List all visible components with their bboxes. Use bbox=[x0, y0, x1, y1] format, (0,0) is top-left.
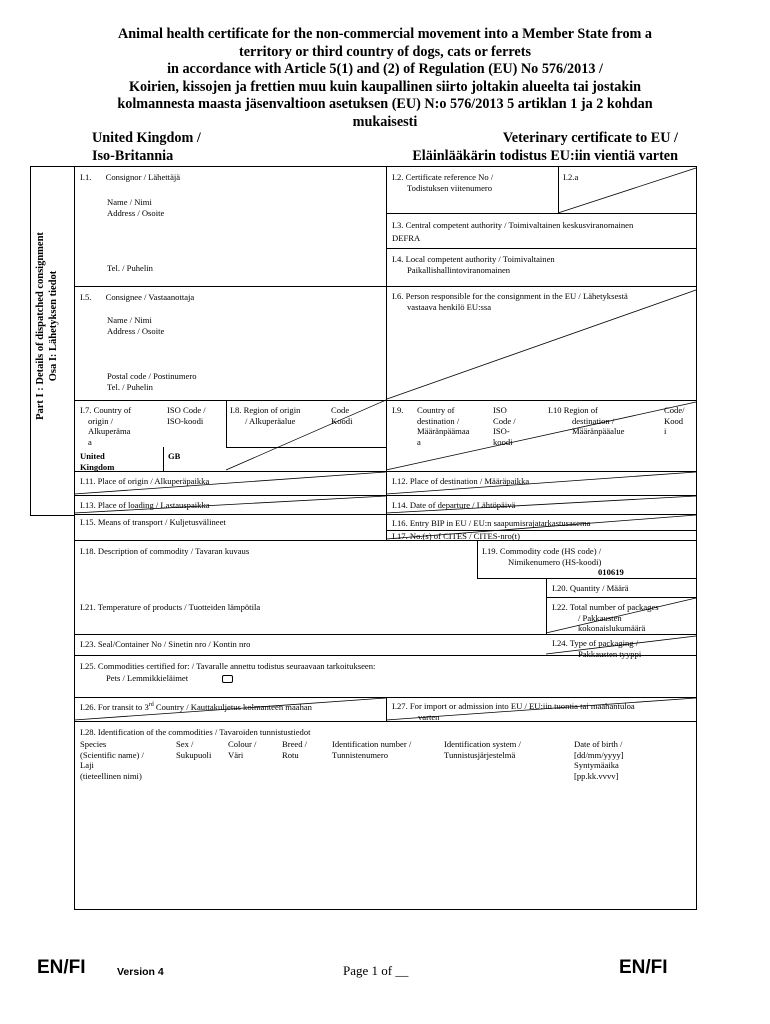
box-country-of-destination: I.9. bbox=[392, 405, 404, 415]
box-total-packages bbox=[552, 602, 659, 634]
box-commodities-certified-for bbox=[80, 661, 375, 683]
box-region-of-destination bbox=[548, 405, 624, 437]
i9-iso-3: ISO- bbox=[493, 426, 510, 436]
title-line: Koirien, kissojen ja frettien muu kuin kaupallinen siirto joltakin alueelta tai jostakin bbox=[128, 78, 642, 95]
i7-iso-1: ISO Code / bbox=[167, 405, 206, 415]
i22-label-3: kokonaislukumäärä bbox=[578, 623, 646, 633]
box-consignor bbox=[80, 172, 180, 183]
i28-col-line: Sex / bbox=[176, 739, 194, 749]
i28-col-identification-system bbox=[444, 739, 521, 760]
box-person-responsible bbox=[392, 291, 628, 312]
i28-col-line: Rotu bbox=[282, 749, 299, 760]
box-i2a: I.2.a bbox=[563, 172, 579, 182]
i9-iso-1: ISO bbox=[493, 405, 507, 415]
title-line: kolmannesta maasta jäsenvaltioon asetuksen (EU) N:o 576/2013 5 artiklan 1 ja 2 kohdan bbox=[117, 96, 653, 112]
i9-label-4: Määränpäämaa bbox=[417, 426, 470, 436]
i28-col-line: [dd/mm/yyyy] bbox=[574, 749, 624, 760]
box-means-of-transport: I.15. Means of transport / Kuljetusvälineet bbox=[80, 517, 226, 527]
i5-tel-label: Tel. / Puhelin bbox=[107, 382, 153, 392]
i25-option-label: Pets / Lemmikkieläimet bbox=[106, 672, 189, 683]
i1-number: I.1. bbox=[80, 172, 92, 182]
i7-iso-value: GB bbox=[168, 451, 181, 461]
i28-col-line: [pp.kk.vvvv] bbox=[574, 770, 619, 781]
i5-number: I.5. bbox=[80, 292, 92, 302]
footer-page-number: Page 1 of __ bbox=[343, 963, 409, 978]
i7-label-4: a bbox=[88, 436, 92, 447]
i28-col-line: (Scientific name) / bbox=[80, 749, 144, 760]
i9-iso-label bbox=[493, 405, 516, 447]
i28-col-line: Date of birth / bbox=[574, 739, 623, 749]
box-place-of-destination: I.12. Place of destination / Määräpaikka bbox=[392, 476, 530, 486]
box-commodity-code bbox=[482, 546, 624, 578]
i10-label-2: destination / bbox=[572, 415, 615, 426]
box-quantity: I.20. Quantity / Määrä bbox=[552, 583, 629, 593]
i7-country-value bbox=[80, 451, 114, 472]
box-for-transit bbox=[80, 700, 312, 712]
i9-label-3: destination / bbox=[417, 415, 460, 426]
i28-col-date-of-birth bbox=[574, 739, 624, 781]
i7-iso-2: ISO-koodi bbox=[167, 415, 204, 426]
i28-col-line: Syntymäaika bbox=[574, 760, 619, 770]
title-line: Animal health certificate for the non-commercial movement into a Member State from a bbox=[118, 26, 652, 42]
i9-label-5: a bbox=[417, 436, 421, 447]
i8-label-2: / Alkuperäalue bbox=[245, 415, 296, 426]
i24-label: I.24. Type of packaging / bbox=[552, 638, 639, 648]
i19-value: 010619 bbox=[598, 567, 624, 577]
i7-country-value-2: Kingdom bbox=[80, 461, 115, 472]
i7-label-2: origin / bbox=[88, 415, 114, 426]
i7-iso-label bbox=[167, 405, 206, 426]
cert-type-en: Veterinary certificate to EU / bbox=[502, 130, 678, 146]
box-identification-of-commodities: I.28. Identification of the commodities / Tavaroiden tunnistustiedot bbox=[80, 727, 311, 737]
i10-label: I.10 Region of bbox=[548, 405, 598, 415]
i28-col-line: Tunnistenumero bbox=[332, 749, 389, 760]
box-date-of-departure: I.14. Date of departure / Lähtöpäivä bbox=[392, 500, 516, 510]
i8-code-label bbox=[331, 405, 352, 426]
title-line: mukaisesti bbox=[352, 113, 418, 130]
i1-label: Consignor / Lähettäjä bbox=[105, 172, 181, 182]
i1-name-label: Name / Nimi bbox=[107, 197, 152, 207]
i3-label: I.3. Central competent authority / Toimivaltainen keskusviranomainen bbox=[392, 220, 634, 230]
i1-address-label: Address / Osoite bbox=[107, 208, 165, 218]
i10-code-3: i bbox=[664, 426, 667, 436]
title-line: in accordance with Article 5(1) and (2) of Regulation (EU) No 576/2013 / bbox=[167, 61, 603, 77]
i8-code-2: Koodi bbox=[331, 415, 353, 426]
i19-label: I.19. Commodity code (HS code) / bbox=[482, 546, 602, 556]
box-country-of-origin bbox=[80, 405, 131, 447]
box-seal-container: I.23. Seal/Container No / Sinetin nro / Kontin nro bbox=[80, 639, 251, 649]
box-place-of-loading: I.13. Place of loading / Lastauspaikka bbox=[80, 500, 210, 510]
i22-label-2: / Pakkausten bbox=[578, 612, 622, 623]
cert-type-fi: Eläinlääkärin todistus EU:iin vientiä varten bbox=[412, 147, 678, 164]
i28-col-colour bbox=[228, 739, 256, 760]
i5-postal-label: Postal code / Postinumero bbox=[107, 371, 197, 381]
i10-label-3: Määränpääalue bbox=[572, 426, 625, 436]
i26-label-b: Country / Kauttakuljetus kolmanteen maahan bbox=[153, 701, 312, 712]
box-entry-bip: I.16. Entry BIP in EU / EU:n saapumisrajatarkastusasema bbox=[392, 518, 591, 528]
i10-code-label bbox=[664, 405, 685, 437]
i28-col-line: Identification number / bbox=[332, 739, 412, 749]
i28-col-line: Species bbox=[80, 739, 107, 749]
footer-lang-left: EN/FI bbox=[37, 957, 86, 978]
box-type-of-packaging bbox=[552, 638, 641, 659]
box-description-of-commodity: I.18. Description of commodity / Tavaran kuvaus bbox=[80, 546, 250, 556]
i4-label: I.4. Local competent authority / Toimivaltainen bbox=[392, 254, 555, 264]
i27-label-fi: varten bbox=[418, 711, 440, 722]
i2-label-fi: Todistuksen viitenumero bbox=[407, 182, 493, 193]
i24-label-2: Pakkausten tyyppi bbox=[578, 648, 642, 659]
part-label-fi: Osa I: Lähetyksen tiedot bbox=[48, 270, 59, 382]
i10-code-2: Kood bbox=[664, 415, 684, 426]
pets-checkbox[interactable] bbox=[222, 675, 233, 683]
i7-label-3: Alkuperäma bbox=[88, 426, 131, 436]
i7-label: I.7. Country of bbox=[80, 405, 132, 415]
box-for-import bbox=[392, 701, 635, 722]
i9-iso-4: koodi bbox=[493, 436, 513, 447]
i3-value: DEFRA bbox=[392, 232, 421, 243]
i9-iso-2: Code / bbox=[493, 415, 516, 426]
i28-col-breed bbox=[282, 739, 307, 760]
i28-col-line: Colour / bbox=[228, 739, 257, 749]
box-consignee bbox=[80, 292, 194, 303]
i9-label bbox=[417, 405, 469, 447]
i28-col-line: Tunnistusjärjestelmä bbox=[444, 749, 516, 760]
i28-col-line: Breed / bbox=[282, 739, 308, 749]
i28-col-identification-number bbox=[332, 739, 411, 760]
i9-label-2: Country of bbox=[417, 405, 455, 415]
title-line: territory or third country of dogs, cats or ferrets bbox=[239, 43, 531, 60]
i5-label: Consignee / Vastaanottaja bbox=[105, 292, 195, 302]
i28-col-line: Väri bbox=[228, 749, 244, 760]
i5-name-label: Name / Nimi bbox=[107, 315, 152, 325]
i28-col-line: Laji bbox=[80, 760, 94, 770]
i10-code-1: Code/ bbox=[664, 405, 685, 415]
footer-lang-right: EN/FI bbox=[619, 957, 668, 978]
box-central-authority bbox=[392, 220, 633, 243]
i22-label: I.22. Total number of packages bbox=[552, 602, 659, 612]
box-local-authority bbox=[392, 254, 555, 275]
i19-label-fi: Nimikenumero (HS-koodi) bbox=[508, 556, 602, 567]
box-region-of-origin bbox=[230, 405, 300, 426]
part-label-en: Part I : Details of dispatched consignment bbox=[35, 232, 46, 420]
i26-label-sup: rd bbox=[148, 702, 154, 708]
country-en: United Kingdom / bbox=[92, 130, 201, 146]
i5-address-label: Address / Osoite bbox=[107, 326, 165, 336]
i6-label-fi: vastaava henkilö EU:ssa bbox=[407, 301, 492, 312]
box-temperature: I.21. Temperature of products / Tuotteiden lämpötila bbox=[80, 602, 261, 612]
i1-tel-label: Tel. / Puhelin bbox=[107, 263, 153, 273]
i27-label: I.27. For import or admission into EU / EU:iin tuontia tai maahantuloa bbox=[392, 701, 635, 711]
i8-code-1: Code bbox=[331, 405, 350, 415]
i2-label: I.2. Certificate reference No / bbox=[392, 172, 494, 182]
box-certificate-reference bbox=[392, 172, 493, 193]
i4-label-fi: Paikallishallintoviranomainen bbox=[407, 264, 511, 275]
i25-label: I.25. Commodities certified for: / Tavaralle annettu todistus seuraavaan tarkoitukseen: bbox=[80, 661, 376, 671]
i7-country-value-1: United bbox=[80, 451, 105, 461]
i26-label-a: I.26. For transit to 3 bbox=[80, 701, 149, 712]
i28-col-sex bbox=[176, 739, 211, 760]
i28-col-line: (tieteellinen nimi) bbox=[80, 770, 142, 781]
country-fi: Iso-Britannia bbox=[92, 147, 174, 164]
i28-col-species bbox=[80, 739, 144, 781]
i8-label: I.8. Region of origin bbox=[230, 405, 301, 415]
i28-col-line: Sukupuoli bbox=[176, 749, 212, 760]
box-place-of-origin: I.11. Place of origin / Alkuperäpaikka bbox=[80, 476, 210, 486]
i28-col-line: Identification system / bbox=[444, 739, 521, 749]
box-cites-numbers: I.17. No.(s) of CITES / CITES-nro(t) bbox=[392, 531, 520, 541]
footer-version: Version 4 bbox=[117, 966, 164, 978]
i6-label: I.6. Person responsible for the consignment in the EU / Lähetyksestä bbox=[392, 291, 628, 301]
